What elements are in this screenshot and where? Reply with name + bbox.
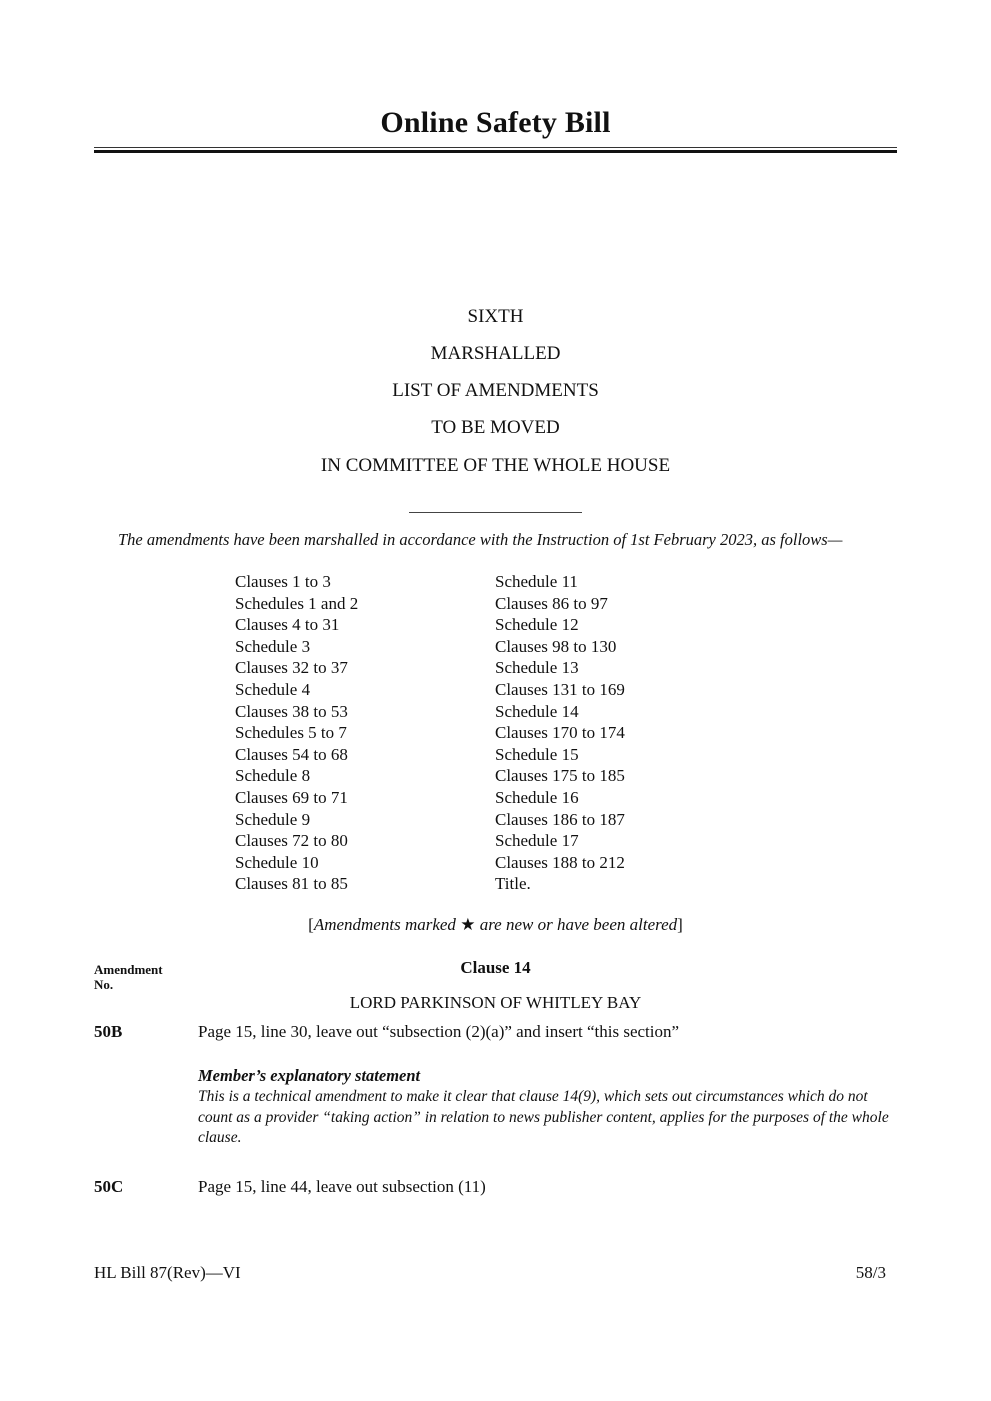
amendment-label-line1: Amendment (94, 962, 163, 977)
amendment-number: 50C (94, 1177, 124, 1196)
note-text-after: are new or have been altered (475, 915, 678, 934)
order-item: Clauses 1 to 3 (235, 572, 331, 591)
order-item: Schedule 11 (495, 572, 578, 591)
member-name: LORD PARKINSON OF WHITLEY BAY (349, 993, 642, 1012)
altered-amendments-note (94, 915, 897, 935)
order-item: Clauses 186 to 187 (495, 809, 625, 829)
order-item: Clauses 4 to 31 (235, 615, 340, 635)
heading-line-3: LIST OF AMENDMENTS (392, 380, 599, 401)
amendment-label-line2: No. (94, 977, 114, 992)
order-item: Clauses 54 to 68 (235, 744, 348, 764)
section-divider (409, 512, 582, 513)
amendment-number: 50B (94, 1022, 123, 1041)
title-rule-thin (94, 147, 897, 148)
amendment-text: Page 15, line 44, leave out subsection (11) (198, 1177, 486, 1196)
heading-line-2: MARSHALLED (430, 343, 561, 364)
bill-reference: HL Bill 87(Rev)—VI (94, 1263, 241, 1282)
heading-line-1: SIXTH (467, 306, 524, 327)
order-item: Schedule 9 (235, 809, 311, 829)
order-item: Clauses 86 to 97 (495, 593, 608, 613)
page-reference: 58/3 (855, 1263, 886, 1282)
star-icon: ★ (460, 915, 476, 934)
order-item: Clauses 81 to 85 (235, 874, 348, 894)
order-item: Title. (495, 874, 531, 894)
marshalling-intro: The amendments have been marshalled in accordance with the Instruction of 1st February 2023, as follows— (118, 530, 843, 549)
order-item: Schedule 8 (235, 766, 311, 786)
order-item: Schedule 17 (495, 831, 579, 851)
note-bracket-open: [ (308, 915, 314, 934)
amendment-text: Page 15, line 30, leave out “subsection (2)(a)” and insert “this section” (198, 1022, 680, 1041)
note-text-before: Amendments marked (313, 915, 461, 934)
order-item: Clauses 69 to 71 (235, 787, 348, 807)
order-item: Schedule 16 (495, 787, 579, 807)
order-item: Schedule 15 (495, 744, 579, 764)
order-item: Clauses 188 to 212 (495, 852, 625, 872)
order-item: Schedule 14 (495, 701, 579, 721)
order-item: Schedule 12 (495, 615, 579, 635)
order-item: Clauses 98 to 130 (495, 636, 617, 656)
heading-line-4: TO BE MOVED (431, 417, 560, 438)
order-column-right (495, 571, 625, 895)
order-item: Clauses 170 to 174 (495, 723, 625, 743)
order-item: Clauses 175 to 185 (495, 766, 625, 786)
note-bracket-close: ] (677, 915, 683, 934)
order-item: Clauses 32 to 37 (235, 658, 348, 678)
clause-heading: Clause 14 (460, 958, 531, 977)
order-item: Schedules 1 and 2 (235, 593, 359, 613)
title-rule-thick (94, 150, 897, 153)
order-item: Schedule 13 (495, 658, 579, 678)
order-item: Schedules 5 to 7 (235, 723, 347, 743)
explanatory-statement-heading: Member’s explanatory statement (198, 1066, 421, 1085)
explanatory-statement-body: This is a technical amendment to make it clear that clause 14(9), which sets out circumstances which do not count as a provider “taking action” in relation to news publisher content, applies for the purposes of the whole clause. (198, 1088, 889, 1146)
order-item: Clauses 131 to 169 (495, 679, 625, 699)
order-item: Schedule 4 (235, 679, 311, 699)
heading-line-5: IN COMMITTEE OF THE WHOLE HOUSE (320, 455, 671, 476)
order-item: Clauses 38 to 53 (235, 701, 348, 721)
order-item: Clauses 72 to 80 (235, 831, 348, 851)
document-title: Online Safety Bill (380, 106, 611, 139)
order-column-left (235, 571, 358, 895)
order-item: Schedule 10 (235, 852, 319, 872)
order-item: Schedule 3 (235, 636, 311, 656)
